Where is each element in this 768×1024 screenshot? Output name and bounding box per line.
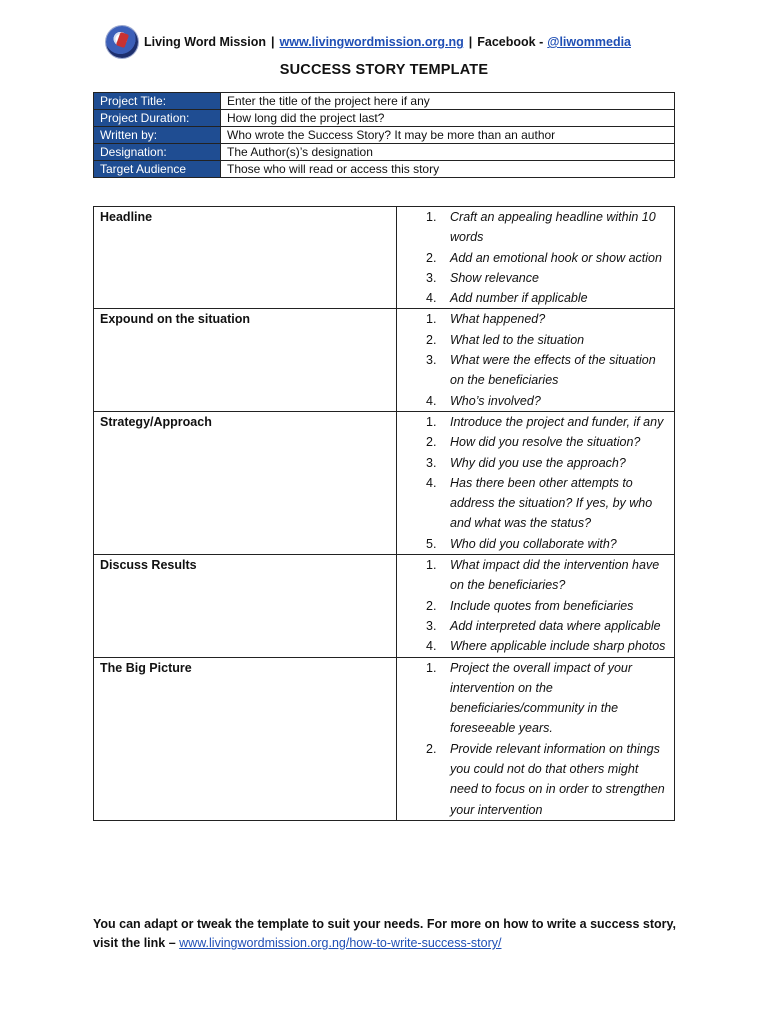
how-to-link[interactable]: www.livingwordmission.org.ng/how-to-write-success-story/ [179, 936, 502, 950]
info-value[interactable]: Who wrote the Success Story? It may be more than an author [221, 127, 675, 144]
section-row [94, 555, 675, 657]
guidance-list [397, 412, 668, 554]
info-row [94, 110, 675, 127]
item-text: Project the overall impact of your intervention on the beneficiaries/community in the foreseeable years. [450, 660, 633, 736]
website-link[interactable]: www.livingwordmission.org.ng [279, 35, 464, 49]
item-text: Add interpreted data where applicable [450, 618, 661, 633]
section-heading: Expound on the situation [94, 309, 397, 411]
section-heading: Headline [94, 207, 397, 309]
document-header [106, 26, 631, 58]
guidance-item [397, 596, 668, 616]
item-number: 3. [426, 270, 437, 285]
info-label: Project Duration: [94, 110, 221, 127]
section-guidance [397, 207, 675, 309]
info-label: Target Audience [94, 161, 221, 178]
guidance-item [397, 350, 668, 391]
info-value[interactable]: The Author(s)’s designation [221, 144, 675, 161]
guidance-item [397, 288, 668, 308]
guidance-item [397, 391, 668, 411]
org-name: Living Word Mission [144, 35, 266, 49]
info-label: Written by: [94, 127, 221, 144]
guidance-item [397, 658, 668, 739]
item-text: What were the effects of the situation on the beneficiaries [450, 353, 656, 388]
info-label: Designation: [94, 144, 221, 161]
guidance-item [397, 739, 668, 820]
item-number: 5. [426, 536, 437, 551]
item-text: Who did you collaborate with? [450, 536, 617, 551]
item-text: What led to the situation [450, 332, 585, 347]
item-number: 4. [426, 639, 437, 654]
section-guidance [397, 555, 675, 657]
info-value[interactable]: Those who will read or access this story [221, 161, 675, 178]
guidance-item [397, 432, 668, 452]
item-number: 2. [426, 435, 437, 450]
item-text: Provide relevant information on things you could not do that others might need to focus on in order to strengthen your intervention [450, 741, 665, 817]
guidance-item [397, 534, 668, 554]
item-number: 4. [426, 291, 437, 306]
project-info-table [93, 92, 675, 178]
item-text: Has there been other attempts to address the situation? If yes, by who and what was the status? [450, 475, 653, 531]
item-text: What happened? [450, 312, 546, 327]
item-number: 2. [426, 598, 437, 613]
item-number: 2. [426, 332, 437, 347]
guidance-list [397, 207, 668, 308]
guidance-item [397, 330, 668, 350]
item-text: Show relevance [450, 270, 539, 285]
section-row [94, 411, 675, 554]
item-text: How did you resolve the situation? [450, 435, 641, 450]
info-row [94, 93, 675, 110]
guidance-item [397, 248, 668, 268]
item-text: Add number if applicable [450, 291, 588, 306]
guidance-list [397, 658, 668, 820]
item-number: 4. [426, 475, 437, 490]
section-guidance [397, 309, 675, 411]
info-row [94, 161, 675, 178]
item-text: What impact did the intervention have on the beneficiaries? [450, 558, 660, 593]
header-separator-2: | [468, 35, 473, 49]
item-number: 1. [426, 312, 437, 327]
info-value[interactable]: How long did the project last? [221, 110, 675, 127]
guidance-item [397, 555, 668, 596]
facebook-label: Facebook - [477, 35, 544, 49]
guidance-item [397, 309, 668, 329]
info-row [94, 144, 675, 161]
footer-text: You can adapt or tweak the template to suit your needs. For more on how to write a success story, visit the link – [93, 917, 676, 950]
item-number: 1. [426, 414, 437, 429]
item-text: Who’s involved? [450, 393, 541, 408]
section-heading: Discuss Results [94, 555, 397, 657]
guidance-list [397, 555, 668, 656]
item-number: 4. [426, 393, 437, 408]
guidance-item [397, 636, 668, 656]
item-number: 1. [426, 210, 437, 224]
item-number: 2. [426, 250, 437, 265]
section-heading: Strategy/Approach [94, 411, 397, 554]
footer-note [93, 915, 693, 953]
guidance-list [397, 309, 668, 410]
item-number: 3. [426, 618, 437, 633]
section-row [94, 309, 675, 411]
guidance-item [397, 268, 668, 288]
section-guidance [397, 411, 675, 554]
guidance-item [397, 207, 668, 248]
section-heading: The Big Picture [94, 657, 397, 820]
item-number: 2. [426, 741, 437, 756]
info-row [94, 127, 675, 144]
guidance-item [397, 473, 668, 534]
item-number: 1. [426, 660, 437, 675]
facebook-handle-link[interactable]: @liwommedia [547, 35, 631, 49]
guidance-item [397, 453, 668, 473]
section-guidance [397, 657, 675, 820]
info-value[interactable]: Enter the title of the project here if any [221, 93, 675, 110]
guidance-item [397, 616, 668, 636]
section-row [94, 657, 675, 820]
item-number: 3. [426, 455, 437, 470]
item-number: 3. [426, 353, 437, 368]
item-text: Introduce the project and funder, if any [450, 414, 664, 429]
item-text: Add an emotional hook or show action [450, 250, 662, 265]
section-row [94, 207, 675, 309]
info-label: Project Title: [94, 93, 221, 110]
item-text: Where applicable include sharp photos [450, 639, 666, 654]
document-title: SUCCESS STORY TEMPLATE [279, 62, 489, 78]
success-story-sections-table [93, 206, 675, 821]
item-text: Why did you use the approach? [450, 455, 626, 470]
globe-logo-icon [106, 26, 138, 58]
header-separator: | [271, 35, 275, 49]
guidance-item [397, 412, 668, 432]
item-text: Include quotes from beneficiaries [450, 598, 634, 613]
item-number: 1. [426, 558, 437, 573]
item-text: Craft an appealing headline within 10 words [450, 210, 656, 245]
